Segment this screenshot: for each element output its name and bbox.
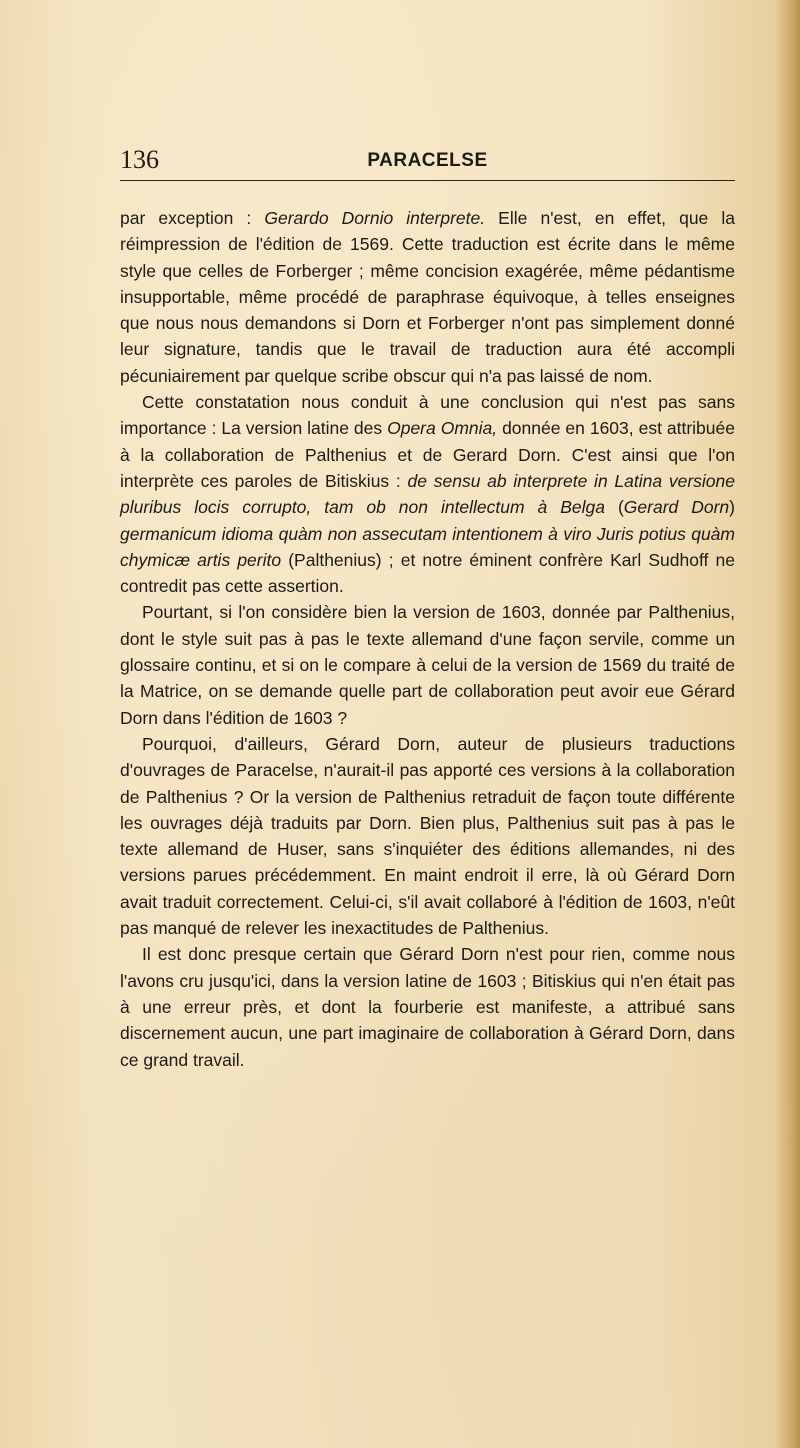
paragraph	[120, 389, 735, 599]
text-run: par exception :	[120, 208, 265, 228]
book-page	[120, 144, 735, 1073]
paragraph	[120, 599, 735, 730]
paragraph	[120, 731, 735, 941]
italic-text: germanicum idioma quàm non assecutam intentionem à viro Juris potius quàm chymicæ artis perito	[120, 523, 735, 570]
text-run: )	[729, 497, 735, 518]
italic-text: de sensu ab interprete in Latina versione pluribus locis corrupto, tam ob non intellectum à Belga	[120, 470, 735, 518]
paragraph	[120, 941, 735, 1072]
text-run: Il est donc presque certain que Gérard Dorn n'est pour rien, comme nous l'avons cru jusqu'ici, dans la version latine de 1603 ; Bitiskius qui n'en était pas à une erreur près, et dont la fourberie est manifeste, a attribué sans discernement aucun, une part imaginaire de collaboration à Gérard Dorn, dans ce grand travail.	[120, 944, 735, 1070]
text-run: (Palthenius) ; et notre éminent confrère Karl Sudhoff ne contredit pas cette assertion.	[120, 549, 735, 597]
page-edge-shadow	[774, 0, 800, 1448]
paragraph	[120, 205, 735, 389]
text-run: Cette constatation nous conduit à une conclusion qui n'est pas sans importance : La version latine des	[120, 392, 735, 439]
text-run: Pourtant, si l'on considère bien la version de 1603, donnée par Palthenius, dont le style suit pas à pas le texte allemand d'une façon servile, comme un glossaire continu, et si on le compare à celui de la version de 1569 du traité de la Matrice, on se demande quelle part de collaboration peut avoir eue Gérard Dorn dans l'édition de 1603 ?	[120, 602, 735, 728]
italic-text: Gerardo Dornio interprete.	[264, 208, 486, 228]
italic-text: Gerard Dorn	[623, 497, 730, 518]
running-head	[120, 144, 735, 181]
body-text	[120, 205, 735, 1073]
page-number: 136	[120, 145, 159, 174]
text-run: Pourquoi, d'ailleurs, Gérard Dorn, auteur de plusieurs traductions d'ouvrages de Paracelse, n'aurait-il pas apporté ces versions à la collaboration de Palthenius ? Or la version de Palthenius retraduit de façon toute différente les ouvrages déjà traduits par Dorn. Bien plus, Palthenius suit pas à pas le texte allemand de Huser, sans s'inquiéter des éditions allemandes, ni des versions parues précédemment. En maint endroit il erre, là où Gérard Dorn avait traduit correctement. Celui-ci, s'il avait collaboré à l'édition de 1603, n'eût pas manqué de relever les inexactitudes de Palthenius.	[120, 733, 735, 939]
text-run: (	[605, 497, 624, 518]
text-run: Elle n'est, en effet, que la réimpression de l'édition de 1569. Cette traduction est écrite dans le même style que celles de Forberger ; même concision exagérée, même pédantisme insupportable, même procédé de paraphrase équivoque, à telles enseignes que nous nous demandons si Dorn et Forberger n'ont pas simplement donné leur signature, tandis que le travail de traduction aura été accompli pécuniairement par quelque scribe obscur qui n'a pas laissé de nom.	[120, 208, 735, 386]
text-run: donnée en 1603, est attribuée à la collaboration de Palthenius et de Gerard Dorn. C'est ainsi que l'on interprète ces paroles de Bitiskius :	[120, 418, 735, 491]
italic-text: Opera Omnia,	[387, 418, 498, 439]
running-title: PARACELSE	[367, 150, 488, 171]
